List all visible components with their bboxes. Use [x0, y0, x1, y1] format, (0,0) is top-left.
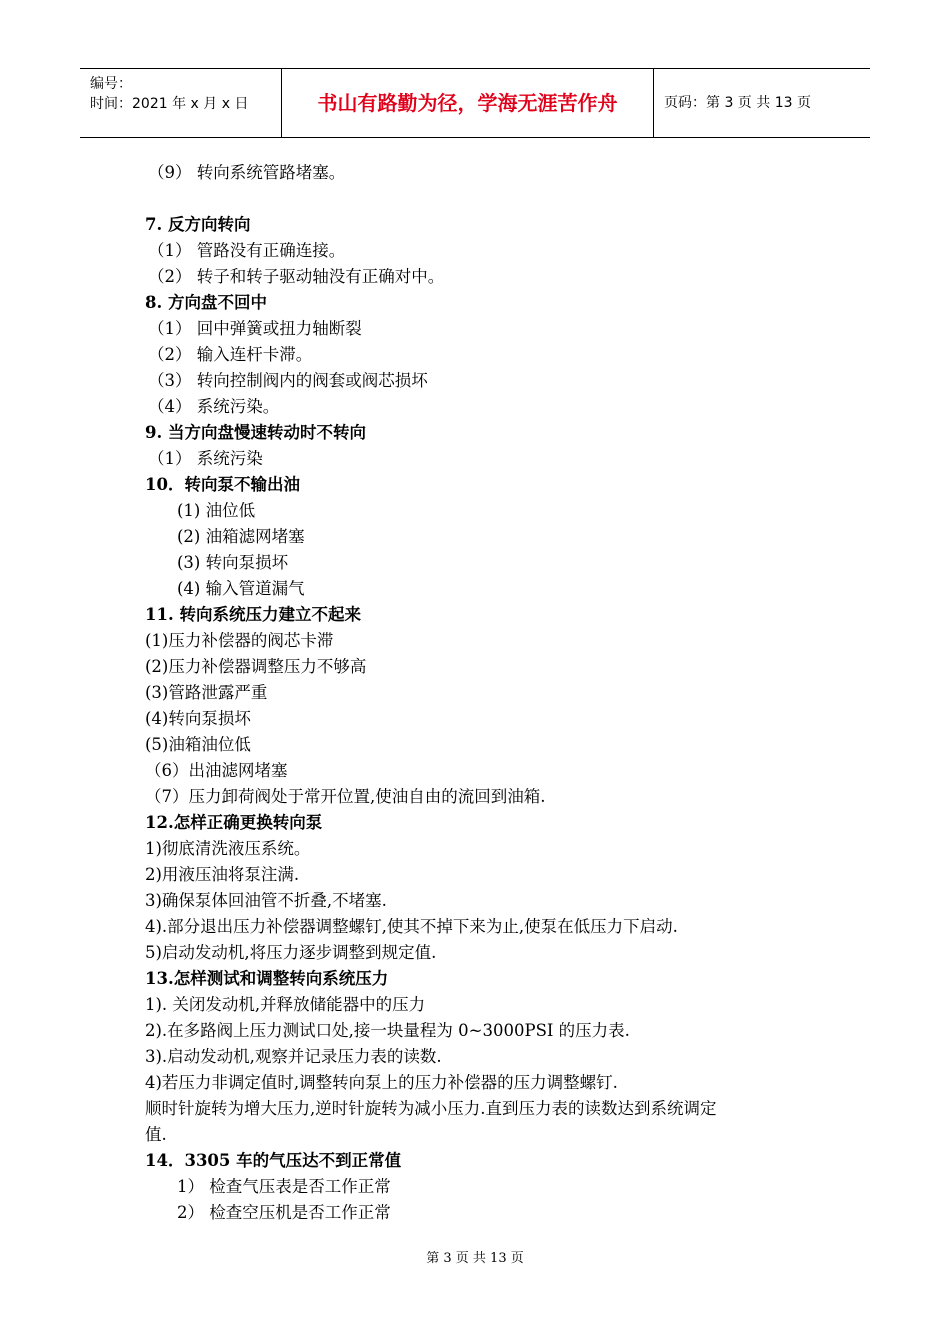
list-item: 2).在多路阀上压力测试口处,接一块量程为 0~3000PSI 的压力表.	[145, 1021, 630, 1040]
list-item: 1). 关闭发动机,并释放储能器中的压力	[145, 995, 426, 1014]
list-item: (4) 输入管道漏气	[177, 579, 305, 598]
list-item: (5)油箱油位低	[145, 735, 251, 754]
list-item: 3).启动发动机,观察并记录压力表的读数.	[145, 1047, 442, 1066]
doc-time-label: 时间：2021 年 x 月 x 日	[90, 96, 249, 112]
section-heading: 14．3305 车的气压达不到正常值	[145, 1151, 402, 1170]
header-page-info: 页码：第 3 页 共 13 页	[664, 95, 811, 111]
list-item: (2) 油箱滤网堵塞	[177, 527, 305, 546]
list-item: (1) 油位低	[177, 501, 256, 520]
page-footer: 第 3 页 共 13 页	[426, 1251, 524, 1266]
list-item: （1） 系统污染	[148, 449, 263, 468]
list-item: 5)启动发动机,将压力逐步调整到规定值.	[145, 943, 437, 962]
list-item: （7）压力卸荷阀处于常开位置,使油自由的流回到油箱.	[145, 787, 546, 806]
list-item: （2） 输入连杆卡滞。	[148, 345, 313, 364]
section-heading: 10．转向泵不输出油	[145, 475, 300, 494]
list-item: (2)压力补偿器调整压力不够高	[145, 657, 367, 676]
page-header	[80, 68, 870, 138]
section-heading: 13.怎样测试和调整转向系统压力	[145, 969, 389, 988]
list-item: 1） 检查气压表是否工作正常	[177, 1177, 391, 1196]
list-item: 3)确保泵体回油管不折叠,不堵塞.	[145, 891, 387, 910]
list-item: (1)压力补偿器的阀芯卡滞	[145, 631, 334, 650]
list-item: （4） 系统污染。	[148, 397, 280, 416]
list-item: （9） 转向系统管路堵塞。	[148, 163, 346, 182]
section-heading: 9. 当方向盘慢速转动时不转向	[145, 423, 366, 442]
list-item: 4)若压力非调定值时,调整转向泵上的压力补偿器的压力调整螺钉.	[145, 1073, 618, 1092]
paragraph-line: 顺时针旋转为增大压力,逆时针旋转为减小压力.直到压力表的读数达到系统调定	[145, 1099, 717, 1118]
list-item: （1） 回中弹簧或扭力轴断裂	[148, 319, 362, 338]
paragraph-line: 值.	[145, 1125, 167, 1144]
list-item: （1） 管路没有正确连接。	[148, 241, 346, 260]
list-item: (3) 转向泵损坏	[177, 553, 289, 572]
list-item: 2） 检查空压机是否工作正常	[177, 1203, 391, 1222]
section-heading: 8. 方向盘不回中	[145, 293, 267, 312]
list-item: 4).部分退出压力补偿器调整螺钉,使其不掉下来为止,使泵在低压力下启动.	[145, 917, 678, 936]
section-heading: 12.怎样正确更换转向泵	[145, 813, 323, 832]
header-meta	[80, 69, 282, 137]
list-item: 1)彻底清洗液压系统。	[145, 839, 311, 858]
list-item: （2） 转子和转子驱动轴没有正确对中。	[148, 267, 445, 286]
list-item: （3） 转向控制阀内的阀套或阀芯损坏	[148, 371, 428, 390]
list-item: (4)转向泵损坏	[145, 709, 251, 728]
doc-number-label: 编号：	[90, 76, 132, 92]
section-heading: 7. 反方向转向	[145, 215, 251, 234]
section-heading: 11. 转向系统压力建立不起来	[145, 605, 361, 624]
list-item: (3)管路泄露严重	[145, 683, 268, 702]
header-motto: 书山有路勤为径，学海无涯苦作舟	[282, 69, 654, 137]
list-item: 2)用液压油将泵注满.	[145, 865, 300, 884]
list-item: （6）出油滤网堵塞	[145, 761, 288, 780]
